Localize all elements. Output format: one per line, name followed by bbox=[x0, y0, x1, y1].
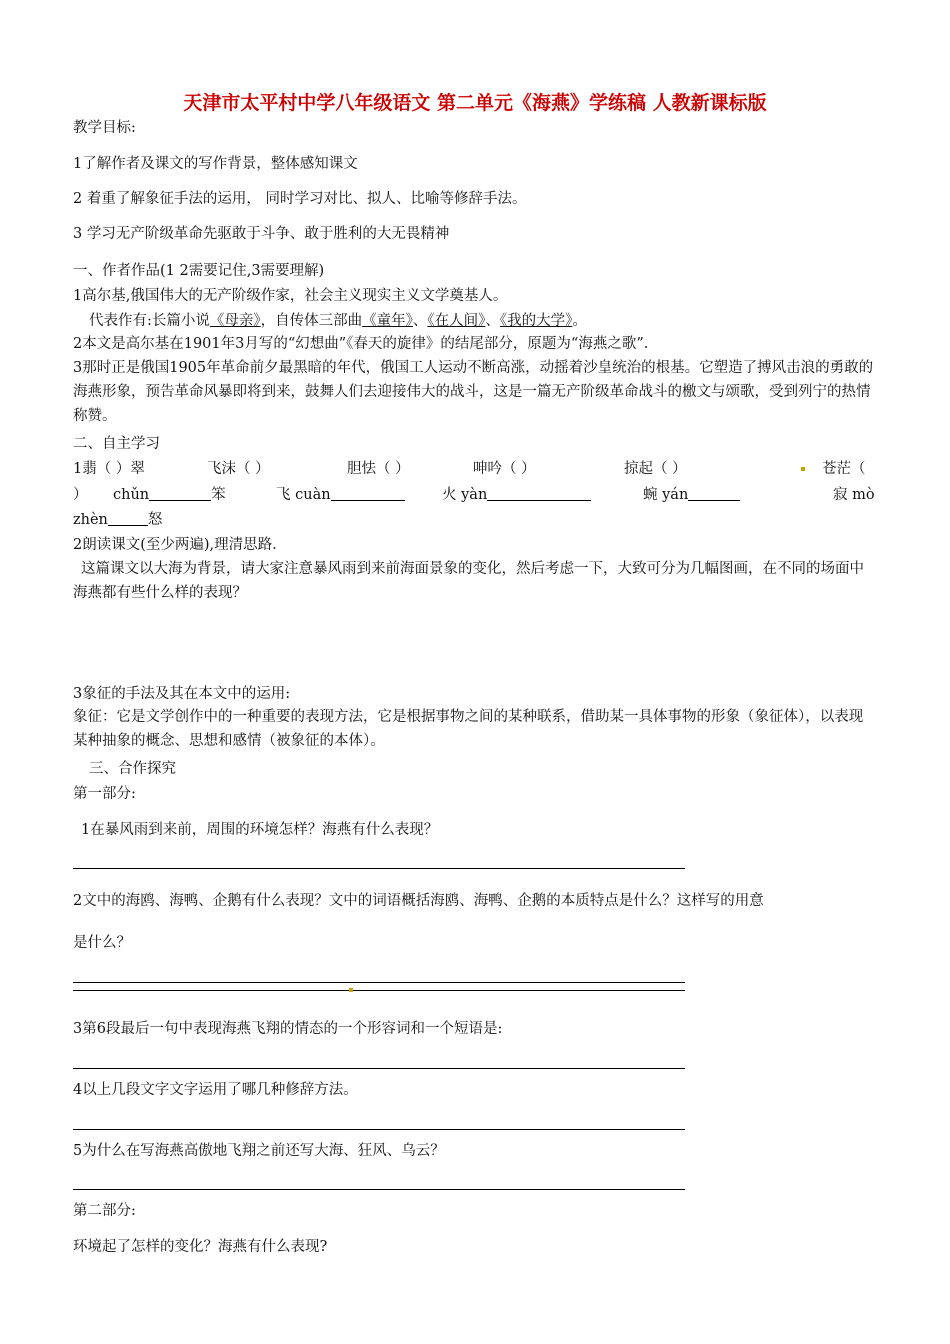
answer-line-2a[interactable] bbox=[73, 982, 685, 983]
question-2-line-2: 是什么？ bbox=[73, 935, 131, 951]
word-6-close: ） bbox=[73, 487, 88, 503]
pinyin-1: chǔn 笨 bbox=[113, 487, 226, 503]
pinyin-row bbox=[73, 483, 88, 504]
book-1: 《童年》 bbox=[362, 313, 413, 329]
answer-line-3[interactable] bbox=[73, 1068, 685, 1069]
representative-works bbox=[89, 309, 587, 330]
answer-line-1[interactable] bbox=[73, 868, 685, 869]
pinyin-5: 寂 mò bbox=[833, 487, 875, 503]
word-2: 飞沫（ ） bbox=[207, 461, 270, 477]
goal-1: 1了解作者及课文的写作背景，整体感知课文 bbox=[73, 156, 358, 172]
symbolism-definition: 象征：它是文学创作中的一种重要的表现方法，它是根据事物之间的某种联系，借助某一具体事物的形象（象征体），以表现某种抽象的概念、思想和感情（被象征的本体）。 bbox=[73, 709, 864, 749]
ink-mark bbox=[349, 988, 353, 992]
ink-mark bbox=[801, 467, 805, 471]
pinyin-6: zhèn 怒 bbox=[73, 512, 163, 528]
works-mid: ，自传体三部曲 bbox=[260, 313, 363, 329]
novel-title: 《母亲》 bbox=[209, 313, 261, 329]
book-2: 《在人间》 bbox=[427, 313, 486, 329]
answer-line-2b[interactable] bbox=[73, 990, 685, 991]
works-end: 。 bbox=[572, 313, 587, 329]
symbolism-task: 3象征的手法及其在本文中的运用: bbox=[73, 686, 291, 702]
question-4: 4以上几段文字文字运用了哪几种修辞方法。 bbox=[73, 1082, 358, 1098]
author-intro: 1高尔基,俄国伟大的无产阶级作家，社会主义现实主义文学奠基人。 bbox=[73, 288, 508, 304]
word-5: 掠起（ ） bbox=[624, 461, 687, 477]
part-1-label: 第一部分: bbox=[73, 786, 136, 802]
background-text: 2本文是高尔基在1901年3月写的“幻想曲”《春天的旋律》的结尾部分，原题为“海燕之歌”. bbox=[73, 336, 649, 352]
part-2-question: 环境起了怎样的变化？海燕有什么表现? bbox=[73, 1239, 328, 1255]
answer-line-5[interactable] bbox=[73, 1189, 685, 1190]
book-3: 《我的大学》 bbox=[499, 313, 573, 329]
pinyin-4: 蜿 yán bbox=[643, 483, 740, 504]
goals-heading: 教学目标: bbox=[73, 120, 136, 136]
goal-3: 3 学习无产阶级革命先驱敢于斗争、敢于胜利的大无畏精神 bbox=[73, 226, 450, 242]
section3-heading: 三、合作探究 bbox=[89, 761, 176, 777]
works-prefix: 代表作有:长篇小说 bbox=[89, 313, 210, 329]
reading-task-text: 这篇课文以大海为背景，请大家注意暴风雨到来前海面景象的变化，然后考虑一下，大致可分为几幅图画，在不同的场面中海燕都有些什么样的表现？ bbox=[73, 561, 864, 601]
question-2-line-1: 2文中的海鸥、海鸭、企鹅有什么表现？文中的词语概括海鸥、海鸭、企鹅的本质特点是什么？这样写的用意 bbox=[73, 893, 764, 909]
word-4: 呻吟（ ） bbox=[473, 461, 536, 477]
word-6: 苍茫（ bbox=[822, 461, 866, 477]
word-1: 1翡（ ）翠 bbox=[73, 461, 145, 477]
question-1: 1在暴风雨到来前，周围的环境怎样？海燕有什么表现？ bbox=[81, 822, 439, 838]
goal-2: 2 着重了解象征手法的运用， 同时学习对比、拟人、比喻等修辞手法。 bbox=[73, 191, 527, 207]
history-paragraph: 3那时正是俄国1905年革命前夕最黑暗的年代，俄国工人运动不断高涨，动摇着沙皇统治的根基。它塑造了搏风击浪的勇敢的海燕形象，预告革命风暴即将到来，鼓舞人们去迎接伟大的战斗，这是一篇无产阶级革命战斗的檄文与颂歌，受到列宁的热情称赞。 bbox=[73, 360, 874, 424]
answer-line-4[interactable] bbox=[73, 1129, 685, 1130]
page-title: 天津市太平村中学八年级语文 第二单元《海燕》学练稿 人教新课标版 bbox=[183, 92, 767, 114]
section1-heading: 一、作者作品(1 2需要记住,3需要理解) bbox=[73, 263, 325, 279]
question-5: 5为什么在写海燕高傲地飞翔之前还写大海、狂风、乌云？ bbox=[73, 1143, 445, 1159]
question-3: 3第6段最后一句中表现海燕飞翔的情态的一个形容词和一个短语是: bbox=[73, 1021, 503, 1037]
word-3: 胆怯（ ） bbox=[347, 461, 410, 477]
reading-task: 2朗读课文(至少两遍),理清思路. bbox=[73, 537, 277, 553]
section2-heading: 二、自主学习 bbox=[73, 436, 160, 452]
pinyin-3: 火 yàn bbox=[442, 483, 591, 504]
part-2-label: 第二部分: bbox=[73, 1203, 136, 1219]
works-sep-1: 、 bbox=[412, 313, 428, 329]
pinyin-2: 飞 cuàn bbox=[276, 483, 405, 504]
works-sep-2: 、 bbox=[485, 313, 500, 329]
